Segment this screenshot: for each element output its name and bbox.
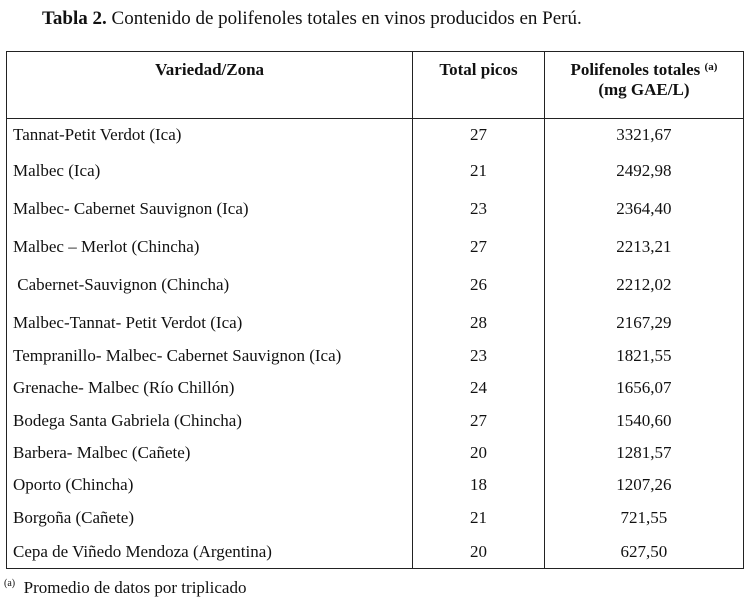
table-row [7,340,744,372]
cell-polyphenols: 2167,29 [544,302,743,340]
cell-variety: Cepa de Viñedo Mendoza (Argentina) [7,534,413,569]
cell-variety: Tannat-Petit Verdot (Ica) [7,119,413,152]
cell-total-peaks: 20 [413,437,545,469]
cell-polyphenols: 721,55 [544,502,743,534]
cell-total-peaks: 21 [413,502,545,534]
table-row [7,405,744,437]
cell-total-peaks: 27 [413,119,545,152]
table-row [7,302,744,340]
cell-variety: Barbera- Malbec (Cañete) [7,437,413,469]
cell-variety: Cabernet-Sauvignon (Chincha) [7,265,413,302]
table-row [7,227,744,265]
cell-variety: Borgoña (Cañete) [7,502,413,534]
table-caption [42,8,582,30]
table-row [7,502,744,534]
cell-variety: Oporto (Chincha) [7,469,413,502]
table-row [7,189,744,227]
header-polyphenols-line1: Polifenoles totales [570,60,701,79]
cell-polyphenols: 3321,67 [544,119,743,152]
cell-variety: Malbec (Ica) [7,151,413,189]
cell-polyphenols: 627,50 [544,534,743,569]
cell-total-peaks: 23 [413,340,545,372]
table-row [7,119,744,152]
header-variety: Variedad/Zona [7,52,413,119]
table-row [7,372,744,405]
cell-polyphenols: 1207,26 [544,469,743,502]
cell-total-peaks: 24 [413,372,545,405]
header-total-peaks: Total picos [413,52,545,119]
cell-variety: Malbec-Tannat- Petit Verdot (Ica) [7,302,413,340]
table-row [7,534,744,569]
cell-total-peaks: 20 [413,534,545,569]
cell-variety: Bodega Santa Gabriela (Chincha) [7,405,413,437]
table-row [7,151,744,189]
polyphenols-table [6,51,744,569]
cell-variety: Grenache- Malbec (Río Chillón) [7,372,413,405]
cell-polyphenols: 1821,55 [544,340,743,372]
cell-polyphenols: 1656,07 [544,372,743,405]
cell-polyphenols: 2212,02 [544,265,743,302]
cell-polyphenols: 2364,40 [544,189,743,227]
cell-variety: Tempranillo- Malbec- Cabernet Sauvignon (Ica) [7,340,413,372]
cell-total-peaks: 28 [413,302,545,340]
table-row [7,437,744,469]
cell-variety: Malbec- Cabernet Sauvignon (Ica) [7,189,413,227]
footnote-text: Promedio de datos por triplicado [23,578,247,597]
caption-label: Tabla 2. [42,8,107,29]
footnote [4,578,246,598]
cell-total-peaks: 23 [413,189,545,227]
cell-total-peaks: 21 [413,151,545,189]
cell-polyphenols: 2492,98 [544,151,743,189]
table-row [7,265,744,302]
cell-polyphenols: 1281,57 [544,437,743,469]
cell-variety: Malbec – Merlot (Chincha) [7,227,413,265]
cell-polyphenols: 1540,60 [544,405,743,437]
header-polyphenols [544,52,743,119]
cell-total-peaks: 27 [413,227,545,265]
cell-total-peaks: 26 [413,265,545,302]
header-polyphenols-marker: (a) [704,61,718,73]
cell-polyphenols: 2213,21 [544,227,743,265]
header-polyphenols-unit: (mg GAE/L) [598,80,690,99]
table-header-row [7,52,744,119]
footnote-marker: (a) [4,578,16,589]
cell-total-peaks: 18 [413,469,545,502]
cell-total-peaks: 27 [413,405,545,437]
table-row [7,469,744,502]
caption-text: Contenido de polifenoles totales en vinos producidos en Perú. [111,8,582,29]
